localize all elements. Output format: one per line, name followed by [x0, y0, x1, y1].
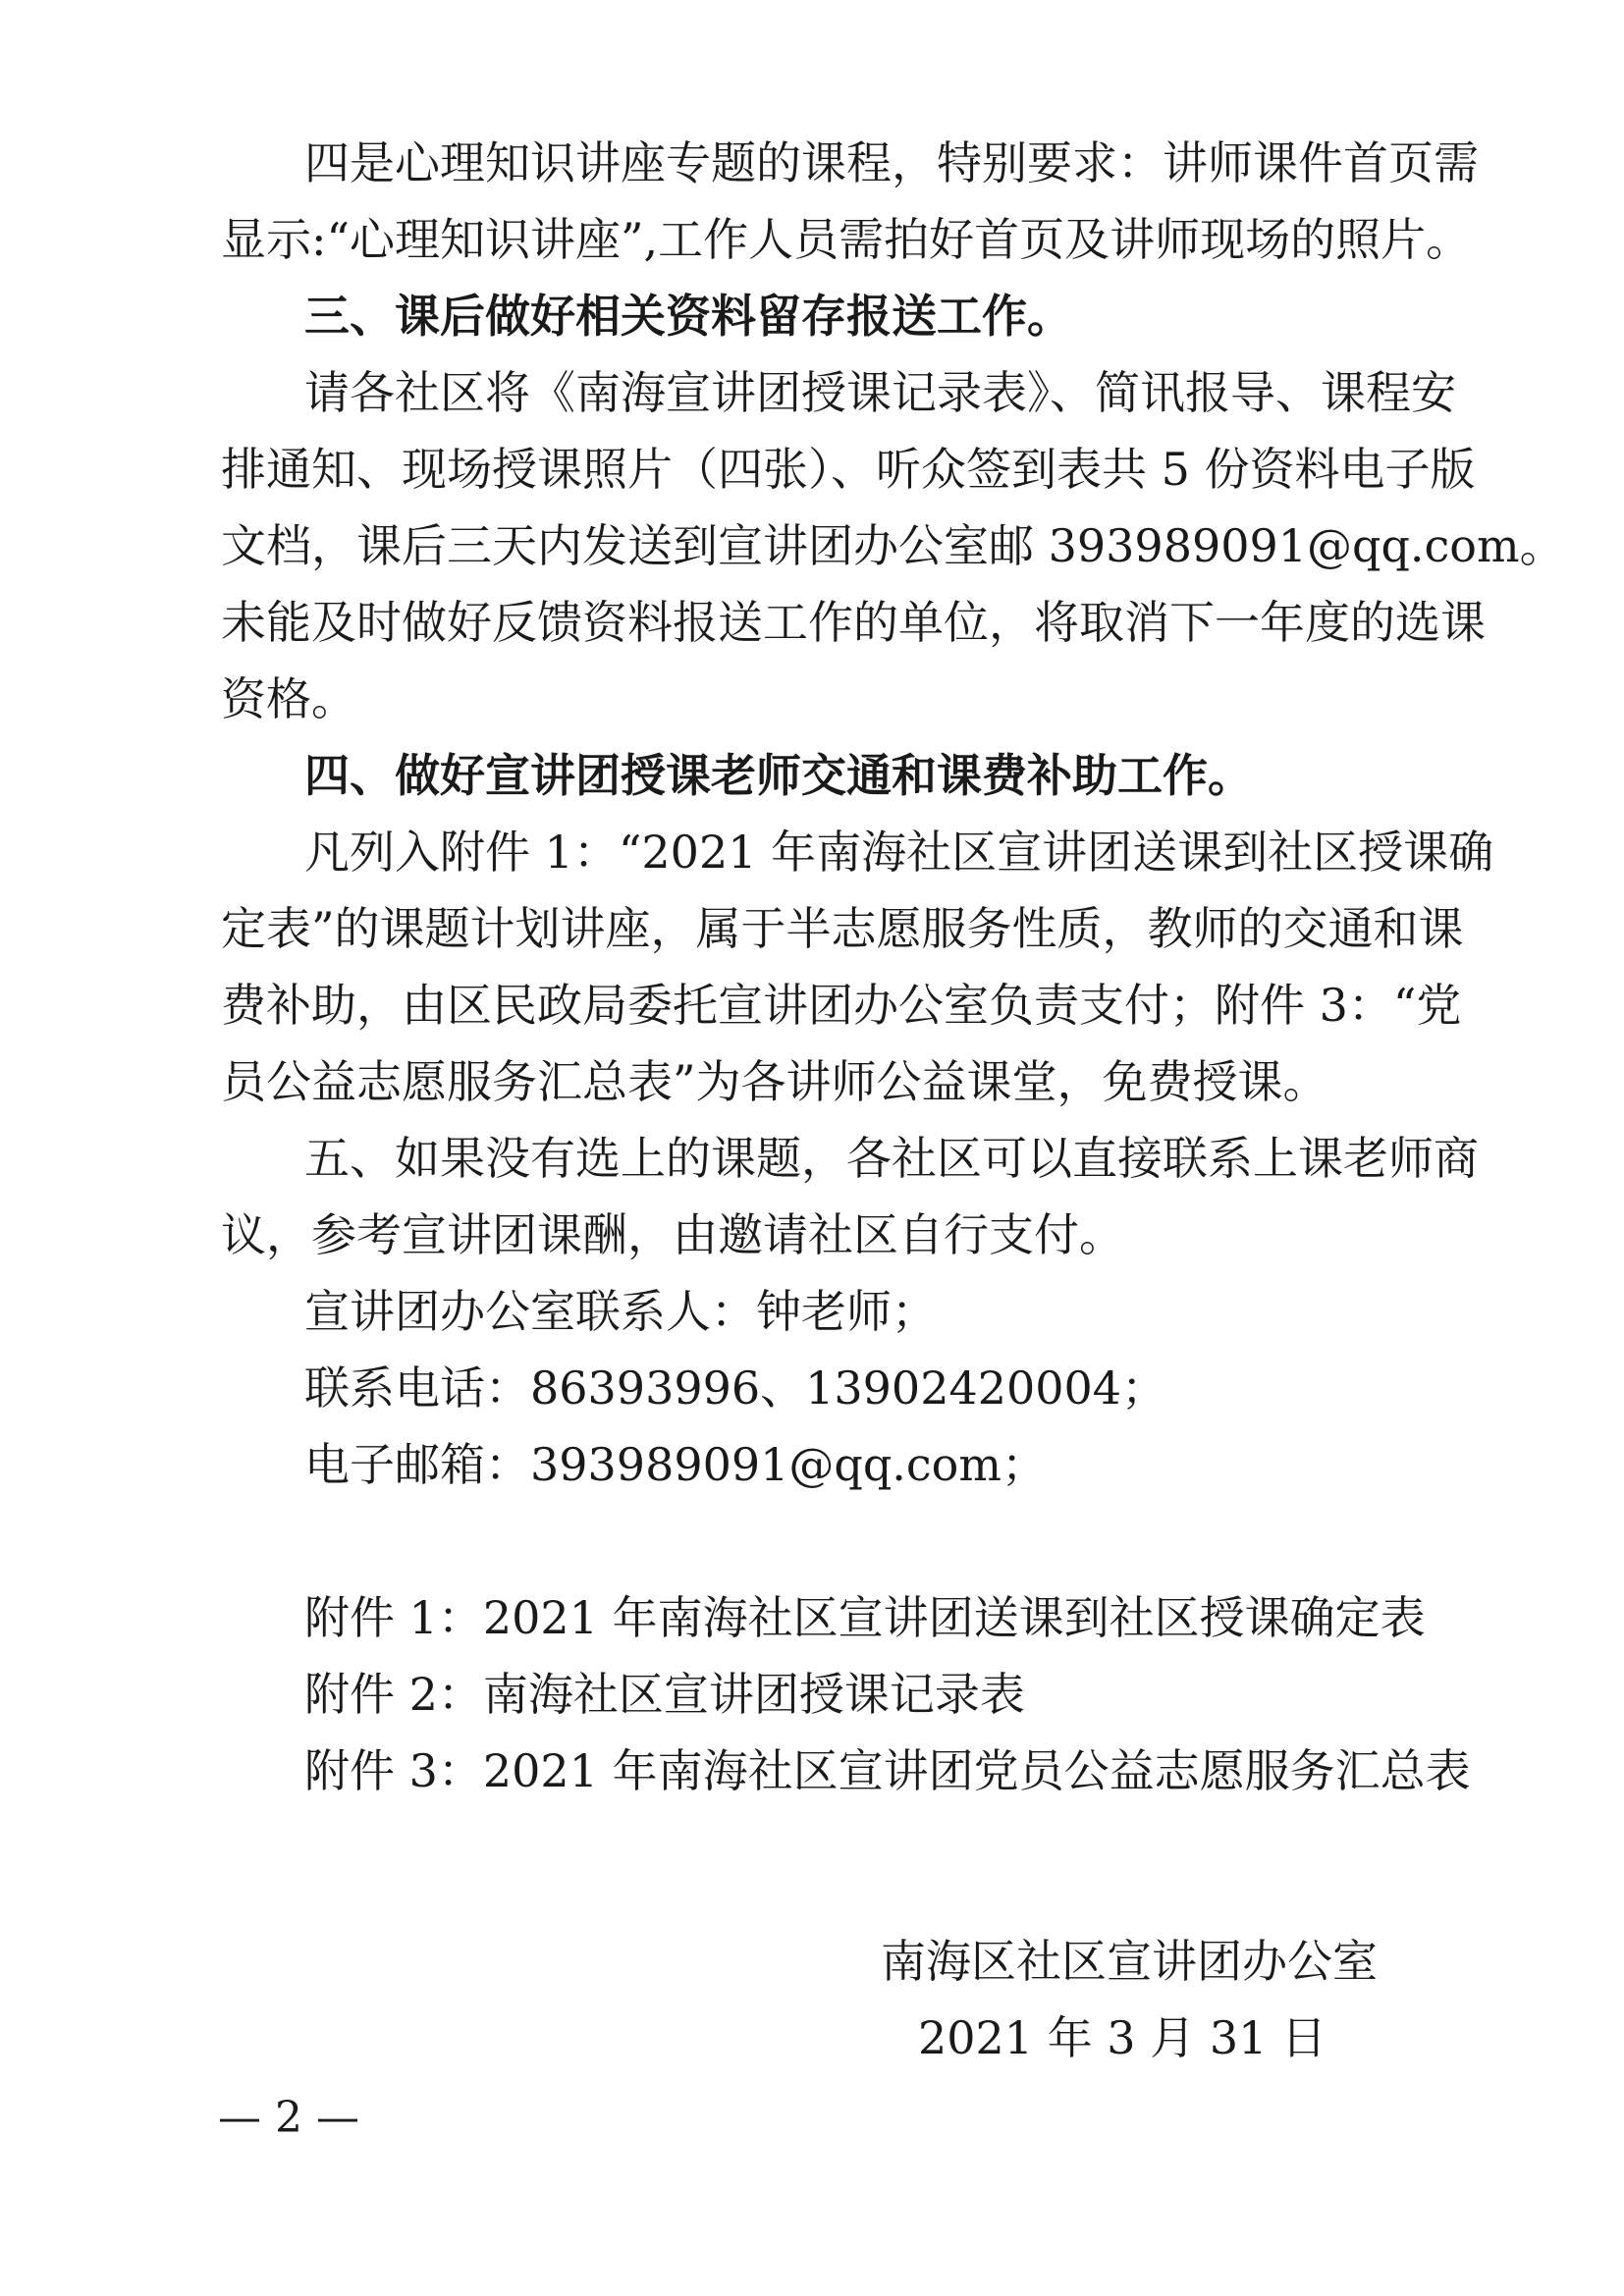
attachment-item: 附件 2：南海社区宣讲团授课记录表 [304, 1668, 1025, 1721]
contact-phone: 联系电话：86393996、13902420004； [304, 1362, 1167, 1415]
paragraph-line: 请各社区将《南海宣讲团授课记录表》、简讯报导、课程安 [304, 366, 1456, 419]
signature-date: 2021 年 3 月 31 日 [918, 2011, 1326, 2064]
contact-person: 宣讲团办公室联系人：钟老师； [304, 1285, 937, 1338]
section-heading-3: 三、课后做好相关资料留存报送工作。 [304, 290, 1072, 343]
section-heading-4: 四、做好宣讲团授课老师交通和课费补助工作。 [304, 749, 1253, 802]
paragraph-line: 五、如果没有选上的课题，各社区可以直接联系上课老师商 [304, 1132, 1479, 1185]
paragraph-line: 员公益志愿服务汇总表”为各讲师公益课堂，免费授课。 [221, 1055, 1328, 1108]
paragraph-line: 未能及时做好反馈资料报送工作的单位，将取消下一年度的选课 [221, 596, 1486, 649]
paragraph-line: 凡列入附件 1：“2021 年南海社区宣讲团送课到社区授课确 [304, 826, 1494, 879]
paragraph-line: 四是心理知识讲座专题的课程，特别要求：讲师课件首页需 [304, 136, 1479, 189]
paragraph-line: 费补助，由区民政局委托宣讲团办公室负责支付；附件 3：“党 [221, 979, 1462, 1032]
paragraph-line: 文档，课后三天内发送到宣讲团办公室邮 393989091@qq.com。 [221, 519, 1565, 572]
page-number: — 2 — [218, 2093, 359, 2143]
paragraph-line: 定表”的课题计划讲座，属于半志愿服务性质，教师的交通和课 [221, 902, 1464, 955]
contact-email: 电子邮箱：393989091@qq.com； [304, 1438, 1047, 1491]
attachment-item: 附件 1：2021 年南海社区宣讲团送课到社区授课确定表 [304, 1591, 1426, 1644]
signature-org: 南海区社区宣讲团办公室 [881, 1935, 1378, 1988]
paragraph-line: 排通知、现场授课照片（四张）、听众签到表共 5 份资料电子版 [221, 443, 1476, 496]
paragraph-line: 资格。 [221, 672, 356, 725]
paragraph-line: 议，参考宣讲团课酬，由邀请社区自行支付。 [221, 1208, 1124, 1261]
paragraph-line: 显示:“心理知识讲座”,工作人员需拍好首页及讲师现场的照片。 [221, 213, 1472, 266]
attachment-item: 附件 3：2021 年南海社区宣讲团党员公益志愿服务汇总表 [304, 1744, 1471, 1797]
